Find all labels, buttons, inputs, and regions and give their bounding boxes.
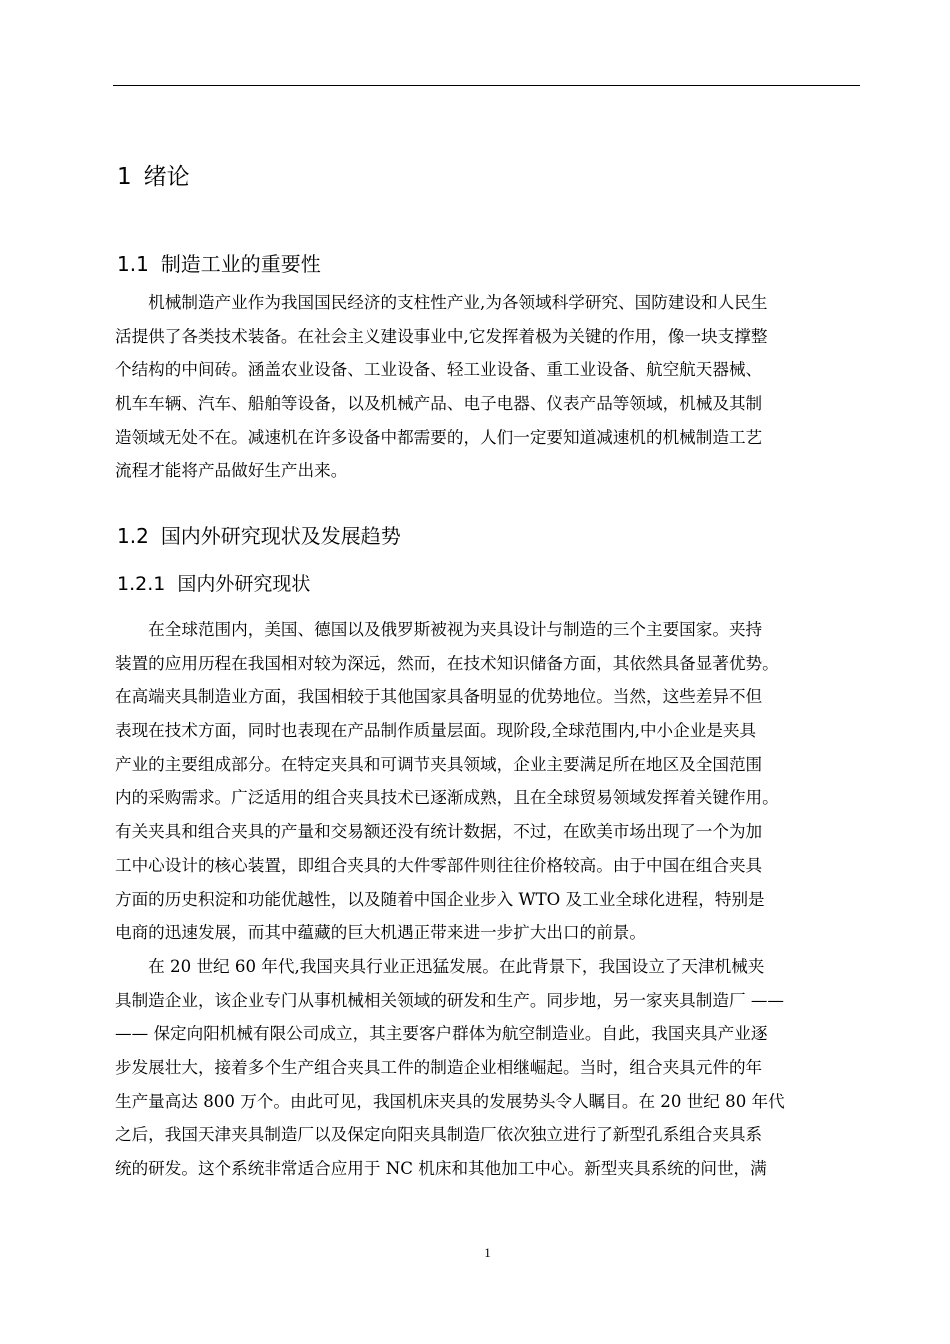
section-1-1-paragraph — [115, 286, 860, 488]
text-line: 造领域无处不在。减速机在许多设备中都需要的，人们一定要知道减速机的机械制造工艺 — [115, 427, 763, 447]
section-1-2-number: 1.2 — [117, 524, 149, 548]
text-line: 方面的历史积淀和功能优越性，以及随着中国企业步入 WTO 及工业全球化进程，特别是 — [115, 889, 765, 909]
header-rule — [113, 85, 860, 86]
text-line: 之后，我国天津夹具制造厂以及保定向阳夹具制造厂依次独立进行了新型孔系组合夹具系 — [115, 1125, 763, 1145]
section-1-2-title: 国内外研究现状及发展趋势 — [160, 524, 401, 548]
text-line: 具制造企业，该企业专门从事机械相关领域的研发和生产。同步地，另一家夹具制造厂 —— — [115, 990, 785, 1010]
section-1-2-1-paragraph-1 — [115, 613, 860, 1186]
chapter-heading — [117, 160, 190, 194]
section-1-2-1-title: 国内外研究现状 — [177, 573, 311, 595]
text-line: 机械制造产业作为我国国民经济的支柱性产业,为各领域科学研究、国防建设和人民生 — [115, 293, 768, 312]
text-line: 表现在技术方面，同时也表现在产品制作质量层面。现阶段,全球范围内,中小企业是夹具 — [115, 721, 757, 741]
text-line: 有关夹具和组合夹具的产量和交易额还没有统计数据，不过，在欧美市场出现了一个为加 — [115, 822, 763, 842]
text-line: 个结构的中间砖。涵盖农业设备、工业设备、轻工业设备、重工业设备、航空航天器械、 — [115, 360, 763, 380]
text-line: 工中心设计的核心装置，即组合夹具的大件零部件则往往价格较高。由于中国在组合夹具 — [115, 855, 763, 875]
text-line: 统的研发。这个系统非常适合应用于 NC 机床和其他加工中心。新型夹具系统的问世，满 — [115, 1159, 767, 1178]
chapter-title: 绪论 — [143, 164, 190, 190]
section-1-1-heading — [117, 249, 321, 279]
section-1-2-heading — [117, 521, 401, 551]
chapter-number: 1 — [117, 164, 132, 190]
section-1-2-1-heading — [117, 569, 310, 599]
text-line: 产业的主要组成部分。在特定夹具和可调节夹具领域，企业主要满足所在地区及全国范围 — [115, 754, 763, 774]
section-1-2-1-number: 1.2.1 — [117, 573, 166, 595]
text-line: 机车车辆、汽车、船舶等设备，以及机械产品、电子电器、仪表产品等领域，机械及其制 — [115, 394, 763, 414]
page-number: 1 — [484, 1245, 491, 1260]
text-line: 内的采购需求。广泛适用的组合夹具技术已逐渐成熟，且在全球贸易领域发挥着关键作用。 — [115, 788, 779, 808]
section-1-1-title: 制造工业的重要性 — [160, 252, 321, 276]
text-line: 电商的迅速发展，而其中蕴藏的巨大机遇正带来进一步扩大出口的前景。 — [115, 923, 646, 943]
text-line: —— 保定向阳机械有限公司成立，其主要客户群体为航空制造业。自此，我国夹具产业逐 — [115, 1024, 768, 1044]
text-line: 活提供了各类技术装备。在社会主义建设事业中,它发挥着极为关键的作用，像一块支撑整 — [115, 326, 768, 346]
text-line: 在全球范围内，美国、德国以及俄罗斯被视为夹具设计与制造的三个主要国家。夹持 — [115, 620, 763, 639]
text-line: 装置的应用历程在我国相对较为深远，然而，在技术知识储备方面，其依然具备显著优势。 — [115, 653, 779, 673]
text-line: 在高端夹具制造业方面，我国相较于其他国家具备明显的优势地位。当然，这些差异不但 — [115, 687, 763, 707]
text-line: 流程才能将产品做好生产出来。 — [115, 461, 348, 481]
text-line: 步发展壮大，接着多个生产组合夹具工件的制造企业相继崛起。当时，组合夹具元件的年 — [115, 1057, 763, 1077]
section-1-1-number: 1.1 — [117, 252, 149, 276]
text-line: 生产量高达 800 万个。由此可见，我国机床夹具的发展势头令人瞩目。在 20 世纪 80 年代 — [115, 1091, 785, 1111]
text-line: 在 20 世纪 60 年代,我国夹具行业正迅猛发展。在此背景下，我国设立了天津机械夹 — [115, 956, 765, 976]
